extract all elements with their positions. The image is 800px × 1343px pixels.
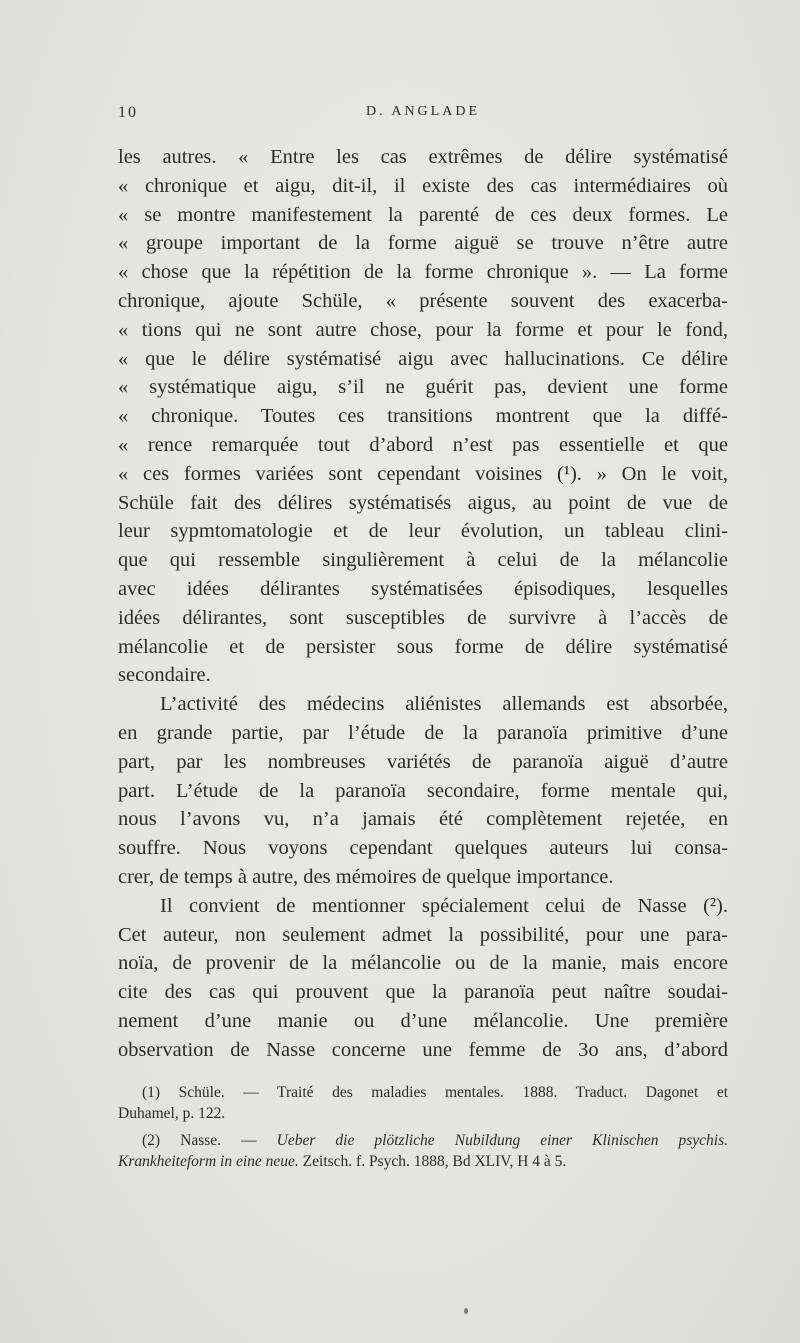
text-line: part, par les nombreuses variétés de paranoïa aiguë d’autre — [118, 750, 728, 773]
text-line: crer, de temps à autre, des mémoires de quelque importance. — [118, 865, 614, 888]
body-text — [118, 143, 728, 1065]
text-line: Cet auteur, non seulement admet la possibilité, pour une para- — [118, 923, 728, 946]
text-line: « tions qui ne sont autre chose, pour la forme et pour le fond, — [118, 318, 728, 341]
text-line: « groupe important de la forme aiguë se trouve n’être autre — [118, 232, 728, 255]
text-line: secondaire. — [118, 664, 211, 687]
text-line: leur sypmtomatologie et de leur évolution, un tableau clini- — [118, 520, 728, 543]
text-line: Il convient de mentionner spécialement celui de Nasse (²). — [160, 894, 728, 917]
text-line: « systématique aigu, s’il ne guérit pas, devient une forme — [118, 376, 728, 399]
text-line: noïa, de provenir de la mélancolie ou de la manie, mais encore — [118, 952, 728, 975]
text-line: en grande partie, par l’étude de la paranoïa primitive d’une — [118, 721, 728, 744]
footnote-2-line — [118, 1151, 728, 1172]
footnotes — [118, 1082, 728, 1172]
footnote-2-prefix: (2) Nasse. — — [142, 1132, 277, 1149]
text-line: « se montre manifestement la parenté de ces deux formes. Le — [118, 203, 728, 226]
text-line: Schüle fait des délires systématisés aigus, au point de vue de — [118, 491, 728, 514]
footnote-1-line: Duhamel, p. 122. — [118, 1105, 226, 1122]
text-line: souffre. Nous voyons cependant quelques auteurs lui consa- — [118, 837, 728, 860]
text-line: « chronique. Toutes ces transitions montrent que la diffé- — [118, 405, 728, 428]
text-line: nement d’une manie ou d’une mélancolie. Une première — [118, 1009, 728, 1032]
text-line: « que le délire systématisé aigu avec hallucinations. Ce délire — [118, 347, 728, 370]
text-line: avec idées délirantes systématisées épisodiques, lesquelles — [118, 577, 728, 600]
text-line: idées délirantes, sont susceptibles de survivre à l’accès de — [118, 606, 728, 629]
text-line: observation de Nasse concerne une femme de 3o ans, d’abord — [118, 1038, 728, 1061]
page-number: 10 — [118, 104, 138, 121]
text-line: nous l’avons vu, n’a jamais été complètement rejetée, en — [118, 808, 728, 831]
page-header — [118, 104, 728, 128]
footnote-2-reference: Zeitsch. f. Psych. 1888, Bd XLIV, H 4 à 5. — [298, 1153, 567, 1170]
text-line: « rence remarquée tout d’abord n’est pas essentielle et que — [118, 433, 728, 456]
text-line: « chronique et aigu, dit-il, il existe des cas intermédiaires où — [118, 174, 728, 197]
ink-speck — [464, 1308, 468, 1314]
text-line: part. L’étude de la paranoïa secondaire, forme mentale qui, — [118, 779, 728, 802]
footnote-2-title: Ueber die plötzliche Nubildung einer Klinischen psychis. — [276, 1132, 729, 1149]
text-line: que qui ressemble singulièrement à celui de la mélancolie — [118, 549, 728, 572]
text-line: chronique, ajoute Schüle, « présente souvent des exacerba- — [118, 289, 728, 312]
text-line: L’activité des médecins aliénistes allemands est absorbée, — [160, 693, 728, 716]
footnote-1-line: (1) Schüle. — Traité des maladies mentales. 1888. Traduct. Dagonet et — [142, 1084, 728, 1101]
text-line: cite des cas qui prouvent que la paranoïa peut naître soudai- — [118, 981, 728, 1004]
text-line: « chose que la répétition de la forme chronique ». — La forme — [118, 261, 728, 284]
running-head: D. ANGLADE — [366, 104, 480, 119]
text-line: mélancolie et de persister sous forme de délire systématisé — [118, 635, 728, 658]
text-line: les autres. « Entre les cas extrêmes de délire systématisé — [118, 146, 728, 168]
footnote-2-title-cont: Krankheiteform in eine neue. — [118, 1153, 299, 1170]
footnote-2-line — [118, 1130, 728, 1151]
text-line: « ces formes variées sont cependant voisines (¹). » On le voit, — [118, 462, 728, 485]
